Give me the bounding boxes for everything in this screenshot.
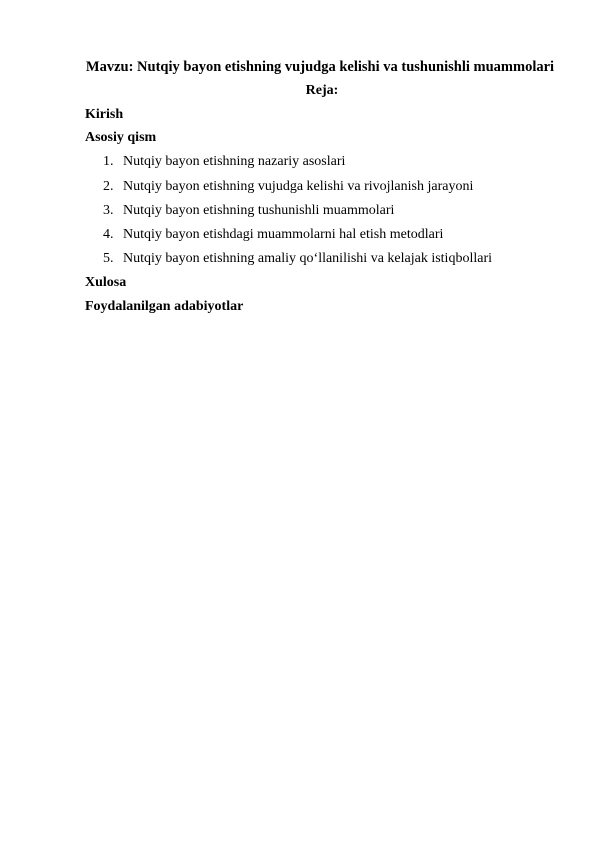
list-item-number: 2. [103,179,114,194]
section-intro: Kirish [85,107,124,122]
list-item-text: Nutqiy bayon etishning tushunishli muammolari [123,203,395,218]
section-main-part: Asosiy qism [85,130,157,145]
list-item-text: Nutqiy bayon etishning vujudga kelishi va rivojlanish jarayoni [123,179,474,194]
plan-list-item [103,202,394,220]
list-item-number: 4. [103,227,114,242]
plan-list-item [103,153,345,171]
section-conclusion: Xulosa [85,275,127,290]
list-item-text: Nutqiy bayon etishdagi muammolarni hal etish metodlari [123,227,444,242]
list-item-number: 5. [103,251,114,266]
list-item-text: Nutqiy bayon etishning amaliy qo‘llanilishi va kelajak istiqbollari [123,251,492,266]
list-item-text: Nutqiy bayon etishning nazariy asoslari [123,154,346,169]
plan-list-item [103,178,473,196]
document-title: Mavzu: Nutqiy bayon etishning vujudga kelishi va tushunishli muammolari [85,59,555,75]
plan-heading: Reja: [305,83,339,98]
list-item-number: 1. [103,154,114,169]
plan-list-item [103,250,492,268]
section-references: Foydalanilgan adabiyotlar [85,299,244,314]
plan-list-item [103,226,443,244]
list-item-number: 3. [103,203,114,218]
